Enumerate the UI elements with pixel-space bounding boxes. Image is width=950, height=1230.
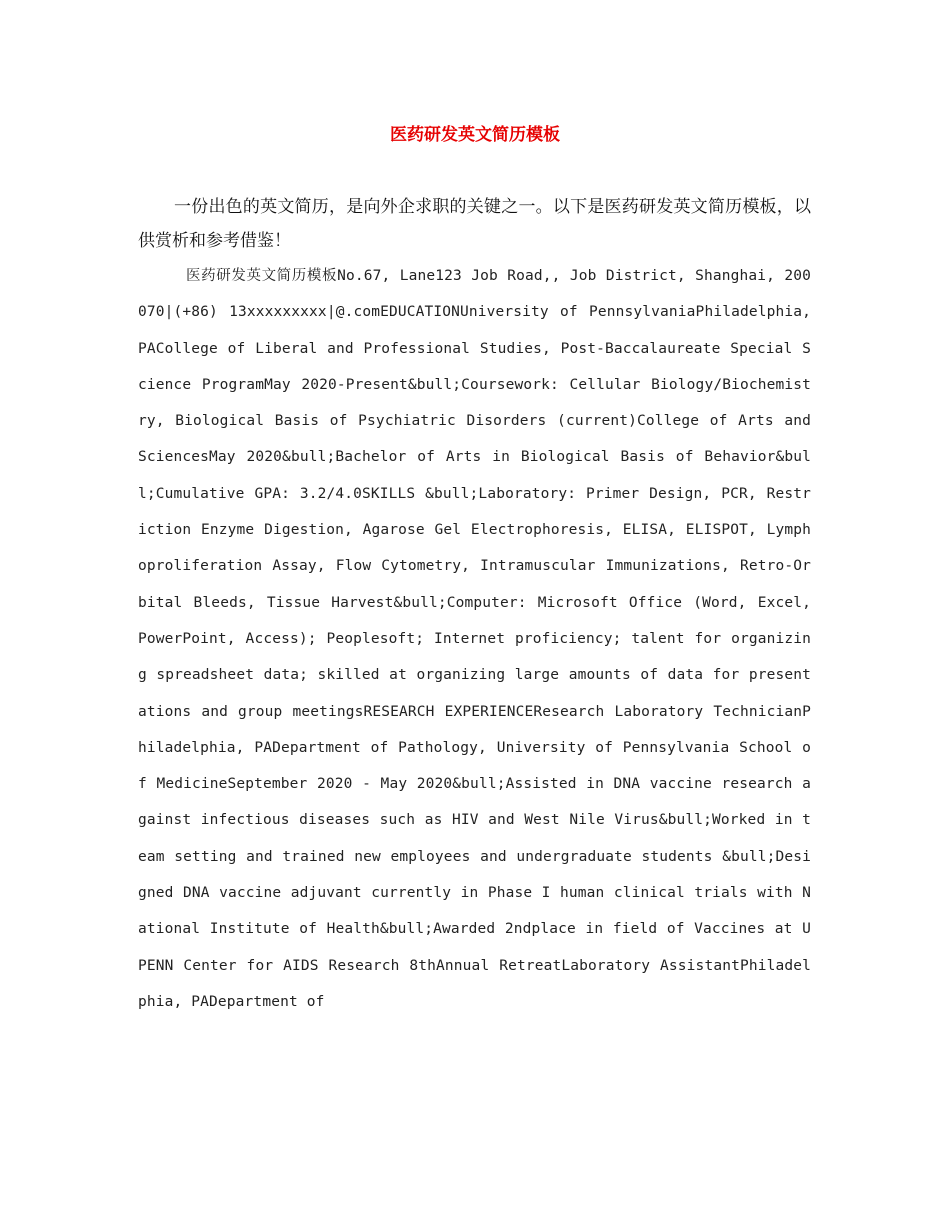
resume-body-paragraph: 医药研发英文简历模板No.67, Lane123 Job Road,, Job District, Shanghai, 200070|(+86) 13xxxxxxxxx|@.comEDUCATIONUniversity of PennsylvaniaPhiladelphia, PACollege of Liberal and Professional Studies, Post-Baccalaureate Special Science ProgramMay 2020-Present&bull;Coursework: Cellular Biology/Biochemistry, Biological Basis of Psychiatric Disorders (current)College of Arts and SciencesMay 2020&bull;Bachelor of Arts in Biological Basis of Behavior&bull;Cumulative GPA: 3.2/4.0SKILLS &bull;Laboratory: Primer Design, PCR, Restriction Enzyme Digestion, Agarose Gel Electrophoresis, ELISA, ELISPOT, Lymphoproliferation Assay, Flow Cytometry, Intramuscular Immunizations, Retro-Orbital Bleeds, Tissue Harvest&bull;Computer: Microsoft Office (Word, Excel, PowerPoint, Access); Peoplesoft; Internet proficiency; talent for organizing spreadsheet data; skilled at organizing large amounts of data for presentations and group meetingsRESEARCH EXPERIENCEResearch Laboratory TechnicianPhiladelphia, PADepartment of Pathology, University of Pennsylvania School of MedicineSeptember 2020 - May 2020&bull;Assisted in DNA vaccine research against infectious diseases such as HIV and West Nile Virus&bull;Worked in team setting and trained new employees and undergraduate students &bull;Designed DNA vaccine adjuvant currently in Phase I human clinical trials with National Institute of Health&bull;Awarded 2ndplace in field of Vaccines at UPENN Center for AIDS Research 8thAnnual RetreatLaboratory AssistantPhiladelphia, PADepartment of	[138, 268, 811, 1010]
document-title: 医药研发英文简历模板	[390, 125, 560, 145]
intro-paragraph: 一份出色的英文简历，是向外企求职的关键之一。以下是医药研发英文简历模板，以供赏析和参考借鉴！	[138, 197, 811, 251]
